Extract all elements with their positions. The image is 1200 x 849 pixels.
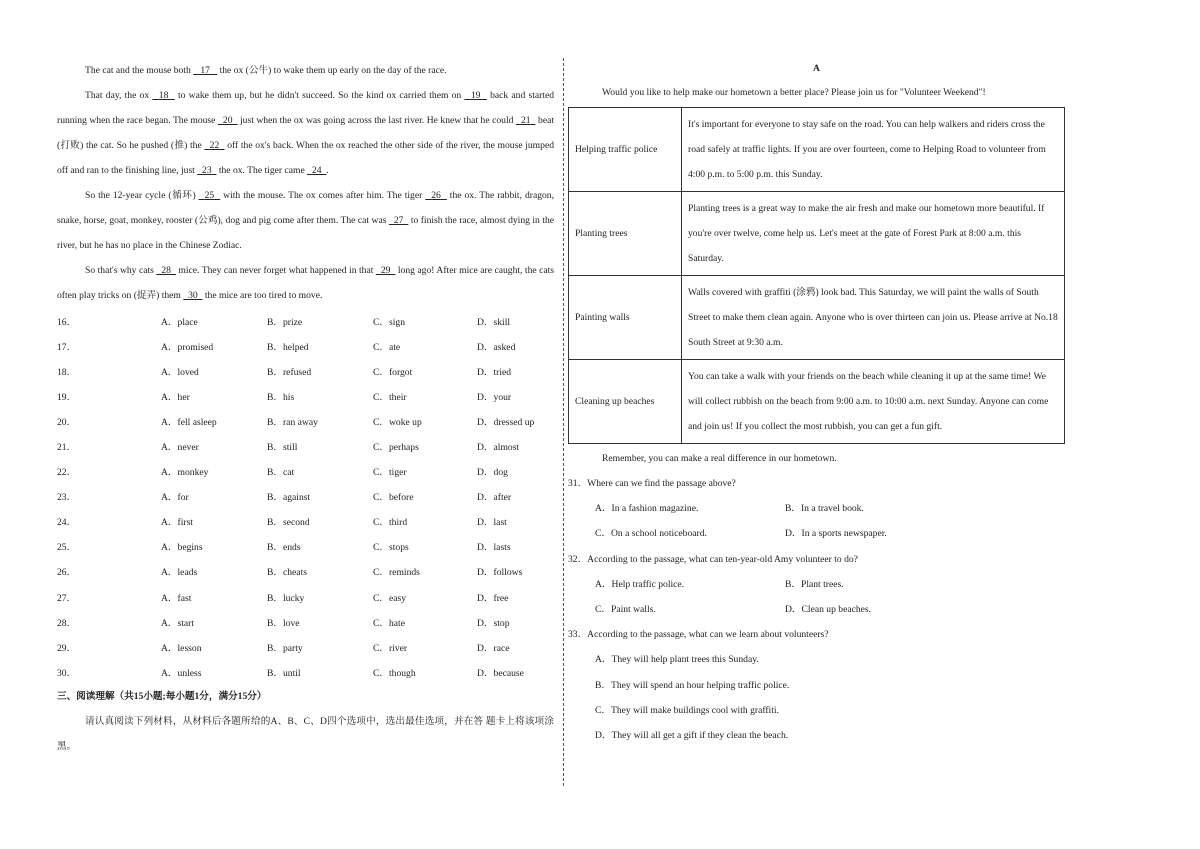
option-a[interactable]: A．fell asleep: [161, 416, 217, 428]
option-d[interactable]: D．last: [477, 517, 507, 529]
option-d[interactable]: D．tried: [477, 366, 512, 378]
question-number: 21．: [57, 442, 77, 454]
option-a[interactable]: A．loved: [161, 366, 199, 378]
question-number: 23．: [57, 492, 77, 504]
option-d[interactable]: D．skill: [477, 316, 511, 328]
option-row: [57, 634, 554, 659]
option-c[interactable]: C．before: [373, 492, 414, 504]
option-d[interactable]: D．dog: [477, 467, 508, 479]
option-b[interactable]: B．They will spend an hour helping traffic police.: [595, 679, 790, 691]
blank-30: 30: [188, 290, 198, 301]
option-a[interactable]: A．lesson: [161, 642, 202, 654]
option-b[interactable]: B．cheats: [267, 567, 307, 579]
question-number: 24．: [57, 517, 77, 529]
option-c[interactable]: C．They will make buildings cool with graffiti.: [595, 704, 779, 716]
option-c[interactable]: C．hate: [373, 617, 405, 629]
option-row: [57, 459, 554, 484]
blank-25: 25: [204, 190, 215, 201]
blank-26: 26: [431, 190, 441, 201]
option-row: [57, 609, 554, 634]
option-d[interactable]: D．asked: [477, 341, 516, 353]
option-row: [57, 584, 554, 609]
question-number: 27．: [57, 592, 77, 604]
option-d[interactable]: D．because: [477, 667, 524, 679]
question-31-options-row-1: [568, 496, 1065, 521]
option-c[interactable]: C．Paint walls.: [595, 604, 656, 616]
option-d[interactable]: D．race: [477, 642, 510, 654]
text-run: the ox (公牛) to wake them up early on the day of the race.: [217, 65, 447, 76]
activity-name: Painting walls: [569, 276, 682, 360]
option-row: [57, 383, 554, 408]
option-a[interactable]: A．They will help plant trees this Sunday.: [595, 654, 759, 666]
question-number: 25．: [57, 542, 77, 554]
question-number: 30．: [57, 667, 77, 679]
section-3-title: 三、阅读理解（共15小题;每小题1分，满分15分）: [57, 691, 267, 703]
question-number: 19．: [57, 391, 77, 403]
left-column: [57, 58, 554, 759]
question-number: 28．: [57, 617, 77, 629]
option-c[interactable]: C．their: [373, 391, 407, 403]
cloze-paragraph-1: [57, 58, 554, 83]
option-a[interactable]: A．In a fashion magazine.: [595, 503, 699, 515]
question-number: 18．: [57, 366, 77, 378]
passage-intro: Would you like to help make our hometown a better place? Please join us for "Volunteer Weekend"!: [602, 87, 986, 98]
table-row: [569, 108, 1065, 192]
question-33-stem: 33．According to the passage, what can we learn about volunteers?: [568, 629, 829, 641]
option-row: [57, 433, 554, 458]
option-c[interactable]: C．reminds: [373, 567, 420, 579]
option-a[interactable]: A．for: [161, 492, 189, 504]
option-b[interactable]: B．cat: [267, 467, 295, 479]
text-run: The cat and the mouse both: [85, 65, 194, 76]
activity-name: Helping traffic police: [569, 108, 682, 192]
option-row: [57, 333, 554, 358]
option-d[interactable]: D．after: [477, 492, 512, 504]
table-row: [569, 276, 1065, 360]
question-31-options-row-2: [568, 521, 1065, 546]
option-row: [57, 559, 554, 584]
option-a[interactable]: A．her: [161, 391, 190, 403]
question-32-options-row-2: [568, 597, 1065, 622]
option-b[interactable]: B．refused: [267, 366, 312, 378]
option-row: [57, 659, 554, 684]
option-a[interactable]: A．first: [161, 517, 193, 529]
cloze-options-list: [57, 308, 554, 684]
option-b[interactable]: B．In a travel book.: [785, 503, 864, 515]
option-row: [57, 308, 554, 333]
blank-19: 19: [470, 90, 481, 101]
question-number: 26．: [57, 567, 77, 579]
option-c[interactable]: C．stops: [373, 542, 409, 554]
cloze-paragraph-3: So the 12-year cycle (循环) 25 with the mouse. The ox comes after him. The tiger 26 the ox. The rabbit, dragon, snake, horse, goat, monkey, rooster (公鸡), dog and pig come after them. The cat was 27 to finish the race, almost dying in the river, but he has no place in the Chinese Zodiac.: [57, 190, 555, 251]
volunteer-table: [568, 107, 1065, 444]
option-row: [57, 358, 554, 383]
option-c[interactable]: C．ate: [373, 341, 401, 353]
option-c[interactable]: C．sign: [373, 316, 405, 328]
section-3-instruction: 请认真阅读下列材料，从材料后各题所给的A、B、C、D四个选项中，选出最佳选项，并在答 题卡上将该项涂黑。: [57, 716, 554, 753]
cloze-paragraph-4: So that's why cats 28 mice. They can never forget what happened in that 29 long ago! After mice are caught, the cats often play tricks on (捉弄) them 30 the mice are too tired to move.: [57, 265, 555, 301]
question-number: 22．: [57, 467, 77, 479]
option-d[interactable]: D．In a sports newspaper.: [785, 528, 887, 540]
option-row: [57, 484, 554, 509]
option-a[interactable]: A．monkey: [161, 467, 209, 479]
option-b[interactable]: B．ran away: [267, 416, 318, 428]
blank-23: 23: [202, 165, 212, 176]
option-c[interactable]: C．easy: [373, 592, 407, 604]
option-row: [57, 509, 554, 534]
activity-description: It's important for everyone to stay safe on the road. You can help walkers and riders cross the road safely at traffic lights. If you are over fourteen, come to Helping Road to volunteer from 4:00 p.m. to 5:00 p.m. this Sunday.: [682, 108, 1065, 192]
option-b[interactable]: B．helped: [267, 341, 309, 353]
option-b[interactable]: B．second: [267, 517, 310, 529]
option-a[interactable]: A．promised: [161, 341, 214, 353]
option-row: [57, 408, 554, 433]
option-row: [57, 534, 554, 559]
option-b[interactable]: B．still: [267, 442, 298, 454]
blank-17: 17: [200, 65, 210, 76]
option-b[interactable]: B．prize: [267, 316, 303, 328]
option-a[interactable]: A．never: [161, 442, 199, 454]
option-b[interactable]: B．lucky: [267, 592, 305, 604]
option-d[interactable]: D．free: [477, 592, 509, 604]
option-b[interactable]: B．love: [267, 617, 300, 629]
blank-18: 18: [158, 90, 169, 101]
option-d[interactable]: D．almost: [477, 442, 520, 454]
option-b[interactable]: B．his: [267, 391, 295, 403]
option-a[interactable]: A．place: [161, 316, 198, 328]
option-b[interactable]: B．until: [267, 667, 301, 679]
option-a[interactable]: A．leads: [161, 567, 198, 579]
option-c[interactable]: C．tiger: [373, 467, 407, 479]
option-a[interactable]: A．Help traffic police.: [595, 578, 685, 590]
blank-21: 21: [520, 115, 531, 126]
question-number: 16．: [57, 316, 77, 328]
blank-22: 22: [209, 140, 220, 151]
option-b[interactable]: B．ends: [267, 542, 301, 554]
option-c[interactable]: C．though: [373, 667, 416, 679]
activity-name: Cleaning up beaches: [569, 360, 682, 444]
option-d[interactable]: D．follows: [477, 567, 523, 579]
activity-description: You can take a walk with your friends on the beach while cleaning it up at the same time! We will collect rubbish on the beach from 9:00 a.m. to 10:00 a.m. next Sunday. Anyone can come and join us! If you collect the most rubbish, you can get a fun gift.: [682, 360, 1065, 444]
table-row: [569, 192, 1065, 276]
option-a[interactable]: A．start: [161, 617, 195, 629]
option-d[interactable]: D．Clean up beaches.: [785, 604, 872, 616]
option-a[interactable]: A．fast: [161, 592, 192, 604]
option-d[interactable]: D．your: [477, 391, 512, 403]
activity-description: Planting trees is a great way to make the air fresh and make our hometown more beautiful. If you're over twelve, come help us. Let's meet at the gate of Forest Park at 8:00 a.m. this Saturday.: [682, 192, 1065, 276]
question-32-options-row-1: [568, 572, 1065, 597]
option-c[interactable]: C．woke up: [373, 416, 422, 428]
blank-24: 24: [311, 165, 322, 176]
option-b[interactable]: B．against: [267, 492, 311, 504]
option-c[interactable]: C．forgot: [373, 366, 413, 378]
question-32-stem: 32．According to the passage, what can ten-year-old Amy volunteer to do?: [568, 553, 858, 565]
option-c[interactable]: C．perhaps: [373, 442, 419, 454]
column-divider: [563, 58, 564, 786]
table-row: [569, 360, 1065, 444]
activity-description: Walls covered with graffiti (涂鸦) look bad. This Saturday, we will paint the walls of South Street to make them clean again. Anyone who is over thirteen can join us. Please arrive at No.18 South Street at 9:30 a.m.: [682, 276, 1065, 360]
option-d[interactable]: D．They will all get a gift if they clean the beach.: [595, 730, 789, 742]
passage-label: A: [813, 63, 820, 74]
activity-name: Planting trees: [569, 192, 682, 276]
question-number: 17．: [57, 341, 77, 353]
option-c[interactable]: C．river: [373, 642, 408, 654]
blank-27: 27: [393, 215, 404, 226]
right-column: [568, 58, 1065, 748]
option-c[interactable]: C．On a school noticeboard.: [595, 528, 707, 540]
option-b[interactable]: B．party: [267, 642, 303, 654]
option-d[interactable]: D．dressed up: [477, 416, 535, 428]
option-b[interactable]: B．Plant trees.: [785, 578, 844, 590]
option-a[interactable]: A．begins: [161, 542, 203, 554]
passage-closing: Remember, you can make a real difference in our hometown.: [602, 453, 837, 464]
blank-20: 20: [222, 115, 233, 126]
option-d[interactable]: D．lasts: [477, 542, 511, 554]
blank-29: 29: [380, 265, 391, 276]
blank-28: 28: [161, 265, 171, 276]
cloze-paragraph-2: That day, the ox 18 to wake them up, but he didn't succeed. So the kind ox carried them on 19 back and started running when the race began. The mouse 20 just when the ox was going across the last river. He knew that he could 21 beat (打败) the cat. So he pushed (推) the 22 off the ox's back. When the ox reached the other side of the river, the mouse jumped off and ran to the finishing line, just 23 the ox. The tiger came 24 .: [57, 90, 555, 176]
option-d[interactable]: D．stop: [477, 617, 510, 629]
question-31-stem: 31．Where can we find the passage above?: [568, 478, 736, 489]
question-number: 29．: [57, 642, 77, 654]
question-number: 20．: [57, 416, 77, 428]
option-a[interactable]: A．unless: [161, 667, 202, 679]
option-c[interactable]: C．third: [373, 517, 408, 529]
